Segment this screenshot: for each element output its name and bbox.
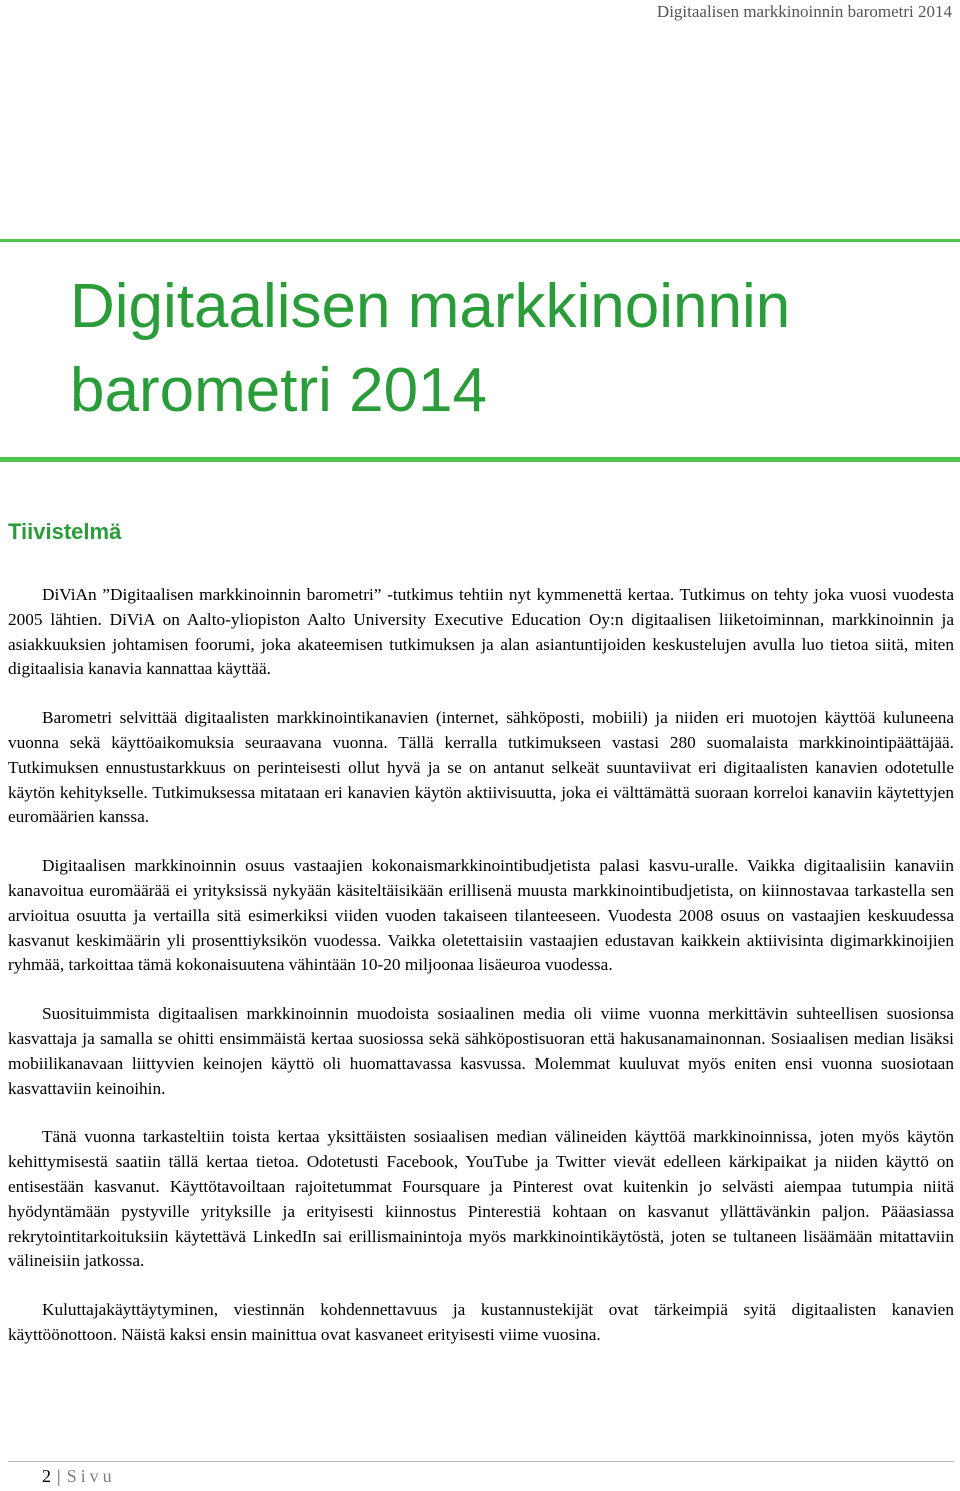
page-word: Sivu xyxy=(66,1466,116,1486)
section-heading: Tiivistelmä xyxy=(8,519,122,544)
footer-separator: | xyxy=(57,1466,61,1486)
title-top-rule xyxy=(0,239,960,242)
title-line-1: Digitaalisen markkinoinnin xyxy=(70,272,791,341)
paragraph-3: Digitaalisen markkinoinnin osuus vastaajien kokonaismarkkinointibudjetista palasi kasvu-uralle. Vaikka digitaalisiin kanaviin kanavoitua euromäärää ei yrityksissä nykyään käsiteltäisikään erillisenä muusta markkinointibudjetista, on kiinnostavaa tarkastella sen arvioitua osuutta ja vertailla sitä esimerkiksi viiden vuoden takaiseen tilanteeseen. Vuodesta 2008 osuus on vastaajien keskuudessa kasvanut keskimäärin yli prosenttiyksikön vuodessa. Vaikka oletettaisiin vastaajien edustavan kaikkein aktiivisinta digimarkkinoijien ryhmää, tarkoittaa tämä kokonaisuutena vähintään 10-20 miljoonaa lisäeuroa vuodessa. xyxy=(8,856,954,975)
page-footer xyxy=(42,1466,116,1487)
paragraph-1: DiViAn ”Digitaalisen markkinoinnin barometri” -tutkimus tehtiin nyt kymmenettä kertaa. Tutkimus on tehty joka vuosi vuodesta 2005 lähtien. DiViA on Aalto-yliopiston Aalto University Executive Education Oy:n digitaalisen liiketoiminnan, markkinoinnin ja asiakkuuksien johtamisen foorumi, joka akateemisen tutkimuksen ja alan asiantuntijoiden keskustelujen avulla luo tietoa siitä, miten digitaalisia kanavia kannattaa käyttää. xyxy=(8,585,954,679)
paragraph-5: Tänä vuonna tarkasteltiin toista kertaa yksittäisten sosiaalisen median välineiden käyttöä markkinoinnissa, joten myös käytön kehittymisestä saatiin tällä kertaa tietoa. Odotetusti Facebook, YouTube ja Twitter vievät edelleen kärkipaikat ja niiden käyttö on entisestään kasvanut. Käyttötavoiltaan rajoitetummat Foursquare ja Pinterest ovat kuitenkin jo selvästi aiempaa tutumpia niitä hyödyntämään pystyville yrityksille ja erityisesti kiinnostus Pinterestiä kohtaan on kasvanut yllättävänkin paljon. Pääasiassa rekrytointitarkoituksiin käytettävä LinkedIn sai erillismainintoja myös markkinointikäytöstä, joten se tultaneen lisäämään mitattaviin välineisiin jatkossa. xyxy=(8,1127,954,1271)
running-header: Digitaalisen markkinoinnin barometri 2014 xyxy=(656,2,952,21)
title-line-2: barometri 2014 xyxy=(70,356,488,425)
paragraph-6: Kuluttajakäyttäytyminen, viestinnän kohdennettavuus ja kustannustekijät ovat tärkeimpiä syitä digitaalisten kanavien käyttöönottoon. Näistä kaksi ensin mainittua ovat kasvaneet erityisesti viime vuosina. xyxy=(8,1300,954,1344)
paragraph-4: Suosituimmista digitaalisen markkinoinnin muodoista sosiaalinen media oli viime vuonna merkittävin suhteellisen suosionsa kasvattaja ja samalla se ohitti ensimmäistä kertaa suosiossa sekä sähköpostisuoran että hakusanamainonnan. Sosiaalisen median lisäksi mobiilikanavaan liittyvien keinojen käyttö oli huomattavassa kasvussa. Molemmat kuuluvat myös eniten ensi vuonna suosiotaan kasvattaviin keinoihin. xyxy=(8,1004,954,1098)
page-number: 2 xyxy=(42,1466,51,1486)
footer-rule xyxy=(8,1461,954,1462)
document-body xyxy=(8,583,954,1372)
paragraph-2: Barometri selvittää digitaalisten markkinointikanavien (internet, sähköposti, mobiili) ja niiden eri muotojen käyttöä kuluneena vuonna sekä käyttöaikomuksia seuraavana vuonna. Tällä kerralla tutkimukseen vastasi 280 suomalaista markkinointipäättäjää. Tutkimuksen ennustustarkkuus on perinteisesti ollut hyvä ja se on antanut selkeät suuntaviivat eri digitaalisten kanavien odotetulle käytön kehitykselle. Tutkimuksessa mitataan eri kanavien käytön aktiivisuutta, joka ei välttämättä suoraan korreloi kanaviin käytettyjen euromäärien kanssa. xyxy=(8,708,954,827)
page-title xyxy=(70,265,950,433)
title-bottom-rule xyxy=(0,457,960,462)
